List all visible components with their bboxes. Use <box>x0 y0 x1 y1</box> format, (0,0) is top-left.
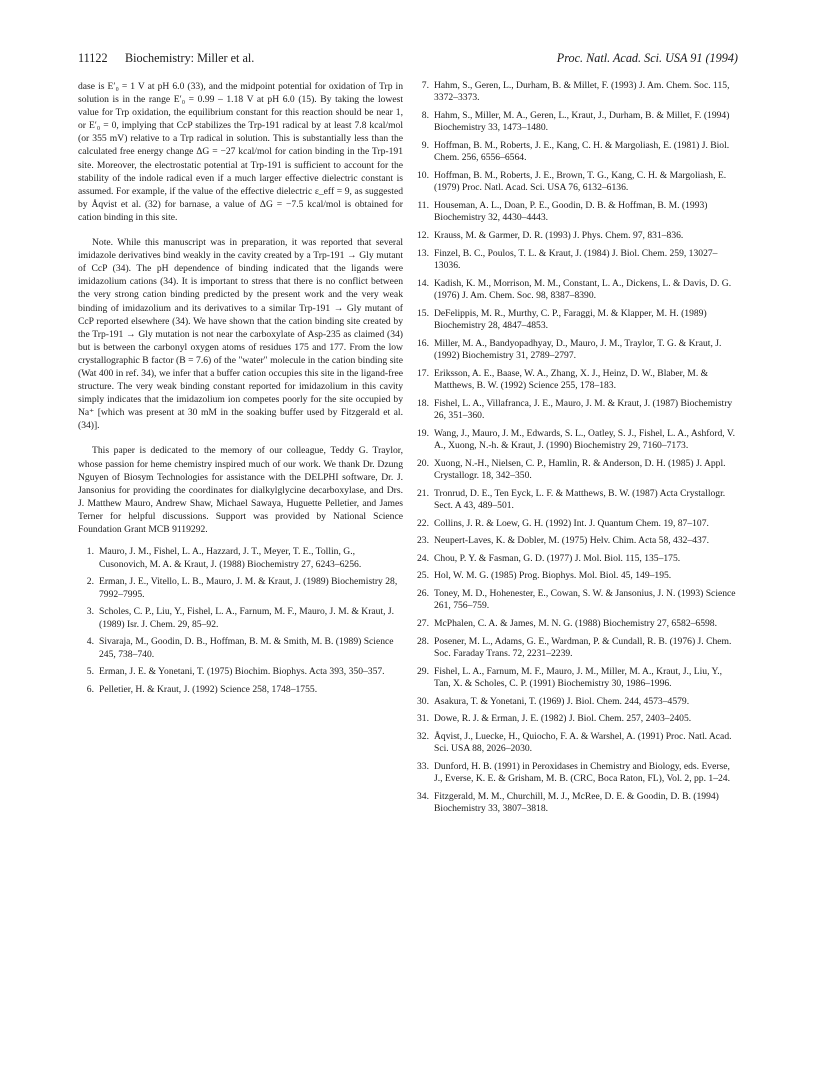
reference-text: Erman, J. E. & Yonetani, T. (1975) Biochim. Biophys. Acta 393, 350–357. <box>99 666 385 678</box>
reference-number: 32. <box>417 730 429 742</box>
reference-item <box>78 546 403 571</box>
reference-item <box>413 230 738 242</box>
reference-list-left <box>78 546 403 696</box>
reference-item <box>413 458 738 483</box>
reference-number: 19. <box>417 427 429 439</box>
reference-number: 33. <box>417 760 429 772</box>
reference-text: Kadish, K. M., Morrison, M. M., Constant, L. A., Dickens, L. & Davis, D. G. (1976) J. Am. Chem. Soc. 98, 8387–8390. <box>434 277 732 301</box>
reference-text: Dowe, R. J. & Erman, J. E. (1982) J. Biol. Chem. 257, 2403–2405. <box>434 713 692 725</box>
reference-item <box>78 636 403 661</box>
reference-text: Hoffman, B. M., Roberts, J. E., Kang, C. H. & Margoliash, E. (1981) J. Biol. Chem. 256, 6556–6564. <box>434 140 730 164</box>
reference-number: 21. <box>417 487 429 499</box>
reference-item <box>413 618 738 630</box>
reference-number: 8. <box>421 110 429 121</box>
reference-number: 3. <box>86 606 94 618</box>
reference-number: 12. <box>417 230 429 241</box>
reference-item <box>413 570 738 582</box>
reference-text: Fishel, L. A., Farnum, M. F., Mauro, J. M., Miller, M. A., Kraut, J., Liu, Y., Tan, X. & Scholes, C. P. (1991) Biochemistry 30, 1986–1996. <box>434 665 722 689</box>
reference-text: Neupert-Laves, K. & Dobler, M. (1975) Helv. Chim. Acta 58, 432–437. <box>434 535 710 547</box>
reference-item <box>78 666 403 678</box>
reference-number: 10. <box>417 170 429 181</box>
reference-item <box>78 684 403 696</box>
reference-text: Houseman, A. L., Doan, P. E., Goodin, D. B. & Hoffman, B. M. (1993) Biochemistry 32, 4430–4443. <box>434 200 708 224</box>
reference-number: 1. <box>86 546 94 558</box>
reference-item <box>413 368 738 393</box>
running-title-right: Proc. Natl. Acad. Sci. USA 91 (1994) <box>556 51 738 65</box>
reference-number: 29. <box>417 665 429 677</box>
acknowledgments: This paper is dedicated to the memory of our colleague, Teddy G. Traylor, whose passion for heme chemistry inspired much of our work. We thank Dr. Dzung Nguyen of Biosym Technologies for assistance with the DELPHI software, Dr. J. Jansonius for providing the coordinates for dialkylglycine decarboxylase, and Drs. J. Matthew Mauro, Andrew Shaw, Michael Sawaya, Huguette Pelletier, and James Terner for helpful discussions. Support was provided by National Science Foundation Grant MCB 9119292. <box>78 445 403 535</box>
reference-list-right <box>413 80 738 816</box>
reference-text: Erman, J. E., Vitello, L. B., Mauro, J. M. & Kraut, J. (1989) Biochemistry 28, 7992–7995. <box>99 576 398 600</box>
reference-item <box>413 731 738 756</box>
reference-item <box>413 170 738 195</box>
reference-number: 14. <box>417 277 429 289</box>
reference-item <box>413 200 738 225</box>
reference-text: Eriksson, A. E., Baase, W. A., Zhang, X. J., Heinz, D. W., Blaber, M. & Matthews, B. W. (1992) Science 255, 178–183. <box>434 367 709 391</box>
reference-item <box>413 553 738 565</box>
reference-number: 6. <box>86 683 94 695</box>
reference-item <box>413 713 738 725</box>
reference-text: Chou, P. Y. & Fasman, G. D. (1977) J. Mol. Biol. 115, 135–175. <box>434 552 681 564</box>
reference-item <box>413 761 738 786</box>
reference-text: Krauss, M. & Garmer, D. R. (1993) J. Phys. Chem. 97, 831–836. <box>434 230 684 241</box>
reference-number: 16. <box>417 337 429 349</box>
reference-number: 20. <box>417 457 429 469</box>
reference-text: Xuong, N.-H., Nielsen, C. P., Hamlin, R. & Anderson, D. H. (1985) J. Appl. Crystallogr. 18, 342–350. <box>434 457 726 481</box>
reference-text: Åqvist, J., Luecke, H., Quiocho, F. A. & Warshel, A. (1991) Proc. Natl. Acad. Sci. USA 88, 2026–2030. <box>434 730 732 755</box>
reference-item <box>413 248 738 273</box>
note-paragraph: Note. While this manuscript was in preparation, it was reported that several imidazole derivatives bind weakly in the cavity created by a Trp-191 → Gly mutant of CcP (34). The pH dependence of binding indicated that the ligands were imidazolium cations (34). It is important to stress that there is no conflict between the very strong cation binding predicted by the present work and the very weak binding of imidazolium and its derivatives to a similar Trp-191 → Gly mutant of CcP reported elsewhere (34). We have shown that the cation binding site created by the Trp-191 → Gly mutation is not near the carboxylate of Asp-235 as claimed (34) but is between the carbonyl oxygen atoms of residues 175 and 177. From the low crystallographic B factor (B = 7.6) of the "water" molecule in the cation binding site (Wat 400 in ref. 34), we infer that a buffer cation occupies this site in the ligand-free structure. The very weak binding constant reported for imidazolium in this cavity simply indicates that the imidazolium ion competes poorly for the site occupied by Na⁺ [which was present at 30 mM in the soaking buffer used by Fitzgerald et al. (34)]. <box>78 237 403 432</box>
reference-number: 11. <box>417 200 429 211</box>
reference-text: Fishel, L. A., Villafranca, J. E., Mauro, J. M. & Kraut, J. (1987) Biochemistry 26, 351–360. <box>434 397 733 421</box>
reference-number: 18. <box>417 397 429 409</box>
reference-text: Miller, M. A., Bandyopadhyay, D., Mauro, J. M., Traylor, T. G. & Kraut, J. (1992) Biochemistry 31, 2789–2797. <box>434 337 722 361</box>
reference-number: 2. <box>86 576 94 588</box>
reference-text: Asakura, T. & Yonetani, T. (1969) J. Biol. Chem. 244, 4573–4579. <box>434 695 690 707</box>
reference-item <box>413 308 738 333</box>
reference-number: 28. <box>417 635 429 647</box>
reference-text: Toney, M. D., Hohenester, E., Cowan, S. W. & Jansonius, J. N. (1993) Science 261, 756–759. <box>434 587 736 612</box>
reference-number: 15. <box>417 307 429 319</box>
reference-number: 9. <box>421 140 429 151</box>
reference-item <box>413 338 738 363</box>
reference-number: 30. <box>417 695 429 707</box>
reference-item <box>413 398 738 423</box>
reference-item <box>413 488 738 513</box>
reference-text: Fitzgerald, M. M., Churchill, M. J., McRee, D. E. & Goodin, D. B. (1994) Biochemistry 33, 3807–3818. <box>434 790 719 815</box>
reference-number: 27. <box>417 617 429 629</box>
reference-number: 24. <box>417 552 429 564</box>
running-header <box>78 51 738 67</box>
reference-number: 31. <box>417 713 429 725</box>
reference-text: McPhalen, C. A. & James, M. N. G. (1988) Biochemistry 27, 6582–6598. <box>434 617 717 629</box>
reference-number: 17. <box>417 367 429 379</box>
reference-text: Dunford, H. B. (1991) in Peroxidases in Chemistry and Biology, eds. Everse, J., Everse, K. E. & Grisham, M. B. (CRC, Boca Raton, FL), Vol. 2, pp. 1–24. <box>434 760 730 785</box>
reference-number: 4. <box>86 636 94 648</box>
reference-text: Hahm, S., Miller, M. A., Geren, L., Kraut, J., Durham, B. & Millet, F. (1994) Biochemistry 33, 1473–1480. <box>434 110 730 134</box>
reference-item <box>413 80 738 105</box>
reference-number: 34. <box>417 790 429 802</box>
reference-item <box>78 606 403 631</box>
reference-item <box>413 636 738 661</box>
reference-text: Tronrud, D. E., Ten Eyck, L. F. & Matthews, B. W. (1987) Acta Crystallogr. Sect. A 43, 489–501. <box>434 487 726 511</box>
reference-item <box>413 588 738 613</box>
reference-text: Hoffman, B. M., Roberts, J. E., Brown, T. G., Kang, C. H. & Margoliash, E. (1979) Proc. Natl. Acad. Sci. USA 76, 6132–6136. <box>434 170 727 194</box>
reference-item <box>413 110 738 135</box>
reference-number: 23. <box>417 535 429 547</box>
reference-text: Hol, W. M. G. (1985) Prog. Biophys. Mol. Biol. 45, 149–195. <box>434 570 672 582</box>
body-paragraph: dase is E′₀ = 1 V at pH 6.0 (33), and the midpoint potential for oxidation of Trp in solution is in the range E′₀ = 0.99 – 1.18 V at pH 6.0 (15). By taking the lowest value for Trp oxidation, the equilibrium constant for this reaction should be near 1, or E′₀ = 0, implying that CcP stabilizes the Trp-191 radical by at least 7.8 kcal/mol (or 355 mV) relative to a Trp radical in solution. This is substantially less than the calculated free energy change ΔG = −27 kcal/mol for cation binding in the Trp-191 site. Moreover, the electrostatic potential at Trp-191 is sufficient to account for the stability of the indole radical even if a much larger effective dielectric constant is assumed. For example, if the value of the effective dielectric ε_eff = 9, as suggested by Åqvist et al. (32) for barnase, a value of ΔG = −7.5 kcal/mol is obtained for cation binding in this site. <box>78 81 403 223</box>
left-column <box>78 80 403 701</box>
reference-number: 25. <box>417 570 429 582</box>
reference-number: 5. <box>86 666 94 678</box>
reference-text: Wang, J., Mauro, J. M., Edwards, S. L., Oatley, S. J., Fishel, L. A., Ashford, V. A., Xuong, N.-h. & Kraut, J. (1990) Biochemistry 29, 7160–7173. <box>434 427 735 451</box>
reference-text: Scholes, C. P., Liu, Y., Fishel, L. A., Farnum, M. F., Mauro, J. M. & Kraut, J. (1989) Isr. J. Chem. 29, 85–92. <box>99 606 395 630</box>
reference-text: Sivaraja, M., Goodin, D. B., Hoffman, B. M. & Smith, M. B. (1989) Science 245, 738–740. <box>99 636 394 660</box>
reference-item <box>413 791 738 816</box>
reference-text: Posener, M. L., Adams, G. E., Wardman, P. & Cundall, R. B. (1976) J. Chem. Soc. Faraday Trans. 72, 2231–2239. <box>434 635 732 659</box>
reference-item <box>78 576 403 601</box>
reference-text: Pelletier, H. & Kraut, J. (1992) Science 258, 1748–1755. <box>99 683 318 695</box>
reference-number: 13. <box>417 247 429 259</box>
reference-text: Mauro, J. M., Fishel, L. A., Hazzard, J. T., Meyer, T. E., Tollin, G., Cusonovich, M. A. & Kraut, J. (1988) Biochemistry 27, 6243–6256. <box>99 546 362 570</box>
reference-item <box>413 518 738 530</box>
reference-text: Collins, J. R. & Loew, G. H. (1992) Int. J. Quantum Chem. 19, 87–107. <box>434 517 709 529</box>
reference-item <box>413 666 738 691</box>
reference-item <box>413 140 738 165</box>
reference-item <box>413 428 738 453</box>
reference-item <box>413 278 738 303</box>
reference-text: Hahm, S., Geren, L., Durham, B. & Millet, F. (1993) J. Am. Chem. Soc. 115, 3372–3373. <box>434 80 730 104</box>
reference-item <box>413 696 738 708</box>
right-column <box>413 80 738 821</box>
running-title-left: Biochemistry: Miller et al. <box>125 51 255 65</box>
page-number: 11122 <box>78 51 108 65</box>
reference-number: 7. <box>421 80 429 91</box>
reference-number: 22. <box>417 517 429 529</box>
reference-text: DeFelippis, M. R., Murthy, C. P., Faraggi, M. & Klapper, M. H. (1989) Biochemistry 28, 4847–4853. <box>434 307 707 331</box>
reference-item <box>413 535 738 547</box>
reference-text: Finzel, B. C., Poulos, T. L. & Kraut, J. (1984) J. Biol. Chem. 259, 13027–13036. <box>434 247 718 271</box>
reference-number: 26. <box>417 587 429 599</box>
